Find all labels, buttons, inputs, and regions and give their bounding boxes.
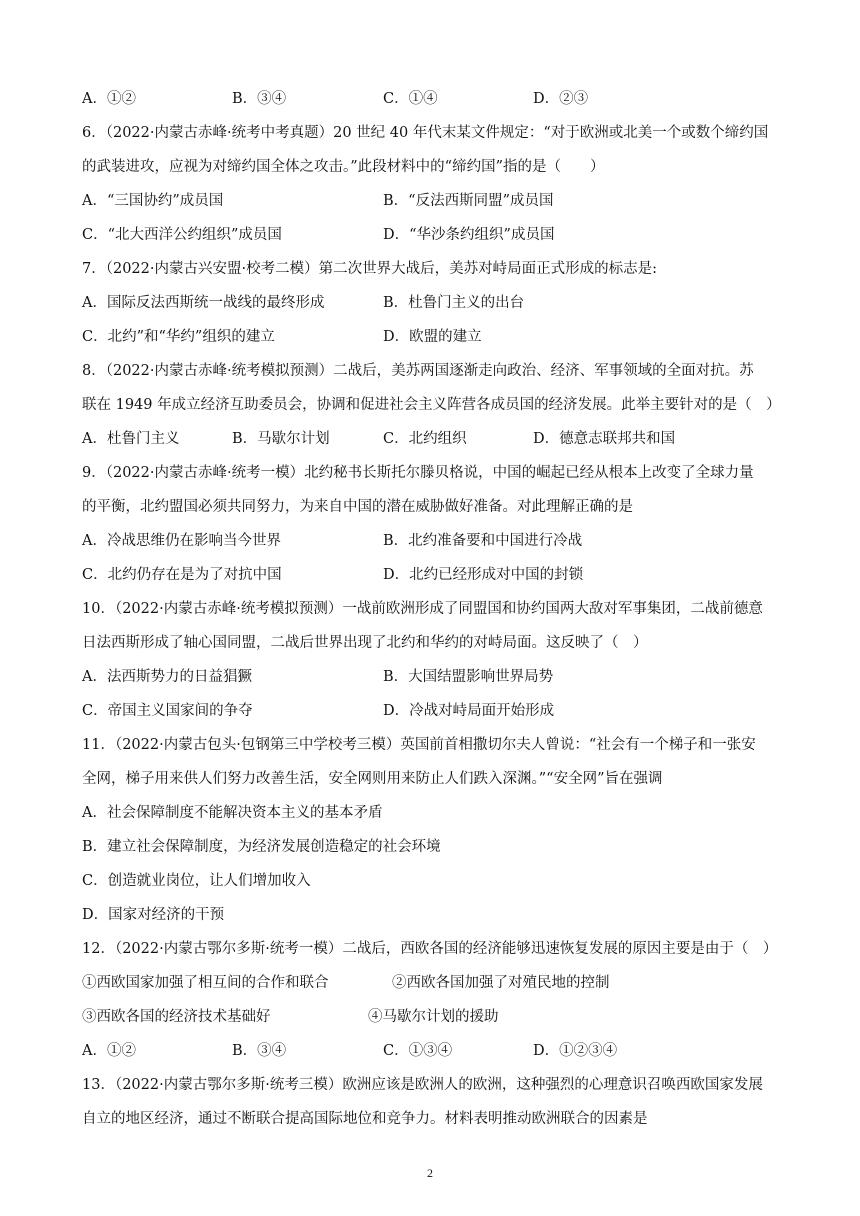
q8-option-c: C．北约组织: [383, 431, 467, 447]
q7-option-b: B．杜鲁门主义的出台: [383, 295, 525, 311]
q8-stem-line1: 8．（2022·内蒙古赤峰·统考模拟预测）二战后，美苏两国逐渐走向政治、经济、军事领域的全面对抗。苏: [82, 363, 754, 379]
q11-stem-line2: 全网，梯子用来供人们努力改善生活，安全网则用来防止人们跌入深渊。”“安全网”旨在强调: [82, 771, 663, 787]
q12-item-4: ④马歇尔计划的援助: [368, 1009, 499, 1025]
q6-option-d: D．“华沙条约组织”成员国: [383, 227, 555, 243]
q12-option-a: A．①②: [82, 1043, 136, 1059]
q10-option-a: A．法西斯势力的日益猖獗: [82, 669, 252, 685]
q9-option-d: D．北约已经形成对中国的封锁: [383, 567, 584, 583]
q6-option-a: A．“三国协约”成员国: [82, 193, 224, 209]
q12-option-c: C．①③④: [383, 1043, 453, 1059]
q11-option-a: A．社会保障制度不能解决资本主义的基本矛盾: [82, 805, 383, 821]
q7-option-a: A．国际反法西斯统一战线的最终形成: [82, 295, 325, 311]
q9-option-a: A．冷战思维仍在影响当今世界: [82, 533, 281, 549]
q7-option-d: D．欧盟的建立: [383, 329, 482, 345]
q10-stem-line2: 日法西斯形成了轴心国同盟，二战后世界出现了北约和华约的对峙局面。这反映了（ ）: [82, 635, 648, 651]
q5-option-d: D．②③: [533, 91, 589, 107]
q5-option-b: B．③④: [232, 91, 287, 107]
q5-option-c: C．①④: [383, 91, 438, 107]
q8-option-b: B．马歇尔计划: [232, 431, 330, 447]
q10-stem-line1: 10．（2022·内蒙古赤峰·统考模拟预测）一战前欧洲形成了同盟国和协约国两大敌对军事集团，二战前德意: [82, 601, 763, 617]
q8-stem-line2: 联在 1949 年成立经济互助委员会，协调和促进社会主义阵营各成员国的经济发展。此举主要针对的是（ ）: [82, 397, 781, 413]
q13-stem-line2: 自立的地区经济，通过不断联合提高国际地位和竞争力。材料表明推动欧洲联合的因素是: [82, 1111, 648, 1127]
q12-option-b: B．③④: [232, 1043, 287, 1059]
page-number: 2: [427, 1166, 433, 1180]
q6-option-c: C．“北大西洋公约组织”成员国: [82, 227, 282, 243]
q6-option-b: B．“反法西斯同盟”成员国: [383, 193, 554, 209]
q10-option-c: C．帝国主义国家间的争夺: [82, 703, 253, 719]
q12-item-3: ③西欧各国的经济技术基础好: [82, 1009, 271, 1025]
q7-option-c: C．北约”和“华约”组织的建立: [82, 329, 275, 345]
q10-option-b: B．大国结盟影响世界局势: [383, 669, 554, 685]
q11-option-b: B．建立社会保障制度，为经济发展创造稳定的社会环境: [82, 839, 441, 855]
q5-option-a: A．①②: [82, 91, 136, 107]
q10-option-d: D．冷战对峙局面开始形成: [383, 703, 555, 719]
q12-stem-line1: 12．（2022·内蒙古鄂尔多斯·统考一模）二战后，西欧各国的经济能够迅速恢复发展的原因主要是由于（ ）: [82, 941, 778, 957]
q9-stem-line2: 的平衡，北约盟国必须共同努力，为来自中国的潜在威胁做好准备。对此理解正确的是: [82, 499, 633, 515]
q12-item-2: ②西欧各国加强了对殖民地的控制: [392, 975, 610, 991]
q7-stem-line1: 7．（2022·内蒙古兴安盟·校考二模）第二次世界大战后，美苏对峙局面正式形成的标志是:: [82, 261, 657, 277]
q11-option-d: D．国家对经济的干预: [82, 907, 225, 923]
q9-option-c: C．北约仍存在是为了对抗中国: [82, 567, 282, 583]
q11-stem-line1: 11．（2022·内蒙古包头·包钢第三中学校考三模）英国前首相撒切尔夫人曾说：“社会有一个梯子和一张安: [82, 737, 756, 753]
q11-option-c: C．创造就业岗位，让人们增加收入: [82, 873, 311, 889]
q8-option-a: A．杜鲁门主义: [82, 431, 180, 447]
q8-option-d: D．德意志联邦共和国: [533, 431, 676, 447]
q6-stem-line2: 的武装进攻，应视为对缔约国全体之攻击。”此段材料中的“缔约国”指的是（ ）: [82, 159, 605, 175]
q6-stem-line1: 6．（2022·内蒙古赤峰·统考中考真题）20 世纪 40 年代末某文件规定：“对于欧洲或北美一个或数个缔约国: [82, 125, 769, 141]
q9-stem-line1: 9．（2022·内蒙古赤峰·统考一模）北约秘书长斯托尔滕贝格说，中国的崛起已经从根本上改变了全球力量: [82, 465, 754, 481]
q12-item-1: ①西欧国家加强了相互间的合作和联合: [82, 975, 329, 991]
q12-option-d: D．①②③④: [533, 1043, 618, 1059]
q13-stem-line1: 13．（2022·内蒙古鄂尔多斯·统考三模）欧洲应该是欧洲人的欧洲，这种强烈的心理意识召唤西欧国家发展: [82, 1077, 763, 1093]
q9-option-b: B．北约准备要和中国进行冷战: [383, 533, 583, 549]
